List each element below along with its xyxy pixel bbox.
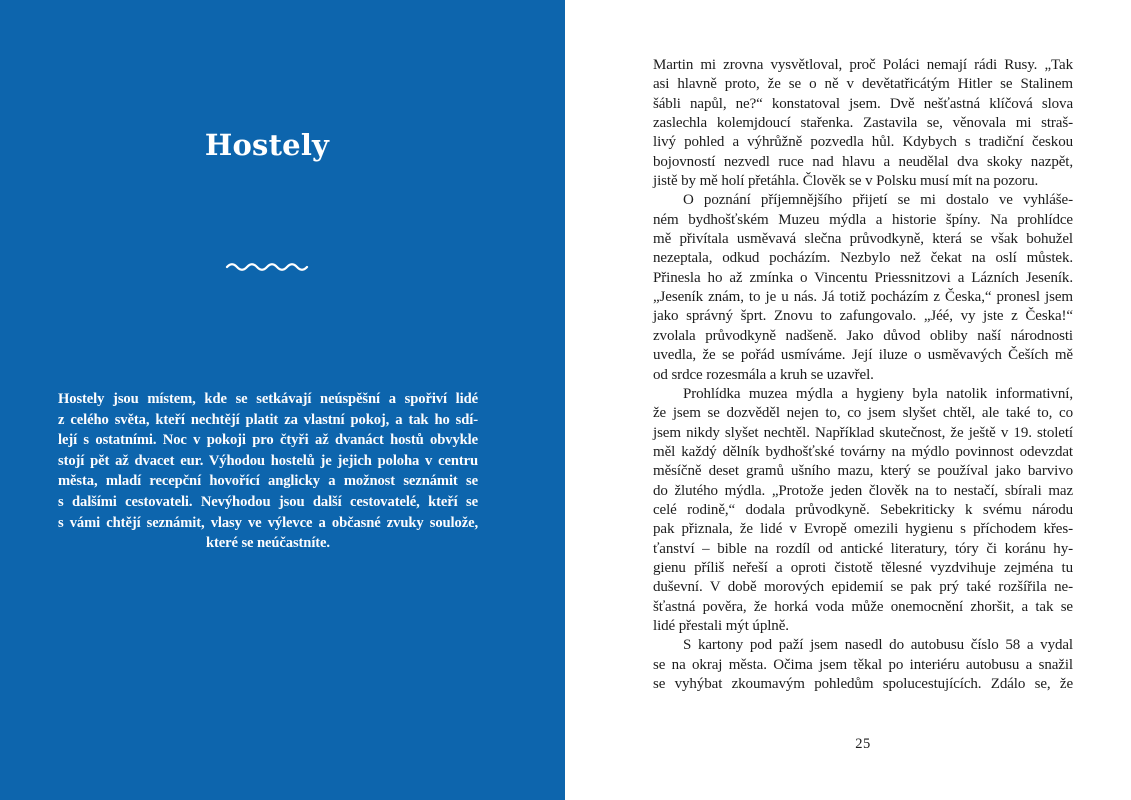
text-line: uvedla, že se pořád usmíváme. Její iluze o usměvavých Češích mě [653,347,1073,364]
text-line: celé rodině,“ dodala průvodkyně. Sebekriticky k svému národu [653,501,1073,518]
text-line: asi hlavně proto, že se o ně v devětatřicátým Hitler se Stalinem [653,76,1073,93]
text-line: jsem nikdy slyšet nechtěl. Například skutečnost, že ještě v 19. století [653,424,1073,441]
text-line: ném bydhošťském Muzeu mýdla a historie špíny. Na prohlídce [653,211,1073,228]
body-text [653,56,1073,694]
text-line: s dalšími cestovateli. Nevýhodou jsou další cestovatelé, kteří se [58,493,478,510]
wave-decoration [0,258,534,277]
text-line: „Jeseník znám, to je u nás. Já totiž pocházím z Česka,“ pronesl jsem [653,289,1073,306]
text-line: Martin mi zrovna vysvětloval, proč Poláci nemají rádi Rusy. „Tak [653,57,1073,73]
text-line: zvolala průvodkyně nadšeně. Jako důvod obliby naší národnosti [653,327,1073,344]
chapter-intro [58,389,478,554]
text-line: bojovností nezvedl ruce nad hlavu a neudělal dva skoky nazpět, [653,153,1073,170]
text-line: od srdce rozesmála a kruh se uzavřel. [653,366,874,383]
text-line: se na okraj města. Očima jsem těkal po interiéru autobusu a snažil [653,656,1073,673]
text-line: stojí pět až dvacet eur. Výhodou hostelů je jejich poloha v centru [58,452,478,469]
text-line: jako správný šprt. Znovu to zafungovalo. „Jéé, vy jste z Česka!“ [653,308,1073,325]
text-line: mě přivítala usměvavá slečna průvodkyně, která se však bohužel [653,231,1073,248]
text-line: pak přiznala, že lidé v Evropě omezili hygienu s příchodem křes- [653,521,1073,538]
text-line: ťanství – bible na rozdíl od antické literatury, tóry či koránu hy- [653,540,1073,557]
text-line: které se neúčastníte. [206,535,330,552]
text-line: města, mladí recepční hovořící anglicky a možnost seznámit se [58,473,478,490]
text-line: šťastná pověra, že horká voda může onemocnění zhoršit, a tak se [653,598,1073,615]
text-line: se vyhýbat zkoumavým pohledům spolucestujících. Zdálo se, že [653,676,1073,692]
text-line: šábli napůl, ne?“ konstatoval jsem. Dvě nešťastná klíčová slova [653,95,1073,112]
wave-squiggle-icon [225,258,309,272]
text-line: z celého světa, kteří nechtějí platit za vlastní pokoj, a tak ho sdí- [58,411,478,428]
text-line: S kartony pod paží jsem nasedl do autobusu číslo 58 a vydal [683,637,1073,654]
text-line: s vámi chtějí seznámit, vlasy ve výlevce a občasné zvuky soulože, [58,514,478,531]
text-line: gienu příliš neřeší a oproti čistotě tělesné vyzdvihuje zejména tu [653,559,1073,576]
text-line: že jsem se dozvěděl nejen to, co jsem slyšet chtěl, ale také to, co [653,405,1073,422]
text-line: Přinesla ho až zmínka o Vincentu Priessnitzovi a Lázních Jeseník. [653,269,1073,286]
text-line: nezeptala, odkud pocházím. Nezbylo než čekat na oslí můstek. [653,250,1073,267]
text-line: Hostely jsou místem, kde se setkávají neúspěšní a spořiví lidé [58,391,478,407]
text-line: měl každý dělník bydhošťské továrny na mýdlo povinnost odevzdat [653,443,1073,460]
page-number: 25 [855,736,871,752]
left-page [0,0,565,800]
text-line: měsíčně deset gramů ušního mazu, který se používal jako barvivo [653,463,1073,480]
text-line: livý pohled a výhrůžně pozvedla hůl. Kdybych s tradiční českou [653,134,1073,151]
text-line: do žlutého mýdla. „Protože jeden člověk na to nestačí, sbírali maz [653,482,1073,499]
text-line: lejí s ostatními. Noc v pokoji pro čtyři až dvanáct hostů obvykle [58,432,478,449]
right-page [565,0,1131,800]
text-line: lidé přestali mýt úplně. [653,617,789,634]
chapter-title: Hostely [204,128,330,162]
text-line: Prohlídka muzea mýdla a hygieny byla natolik informativní, [683,385,1073,402]
text-line: jistě by mě holí přetáhla. Člověk se v Polsku musí mít na pozoru. [653,173,1039,190]
text-line: zaslechla kolemjdoucí stařenka. Zastavila se, věnovala mi straš- [653,115,1073,132]
text-line: duševní. V době morových epidemií se pak prý také rozšířila ne- [653,579,1073,596]
text-line: O poznání příjemnějšího přijetí se mi dostalo ve vyhláše- [683,192,1073,209]
